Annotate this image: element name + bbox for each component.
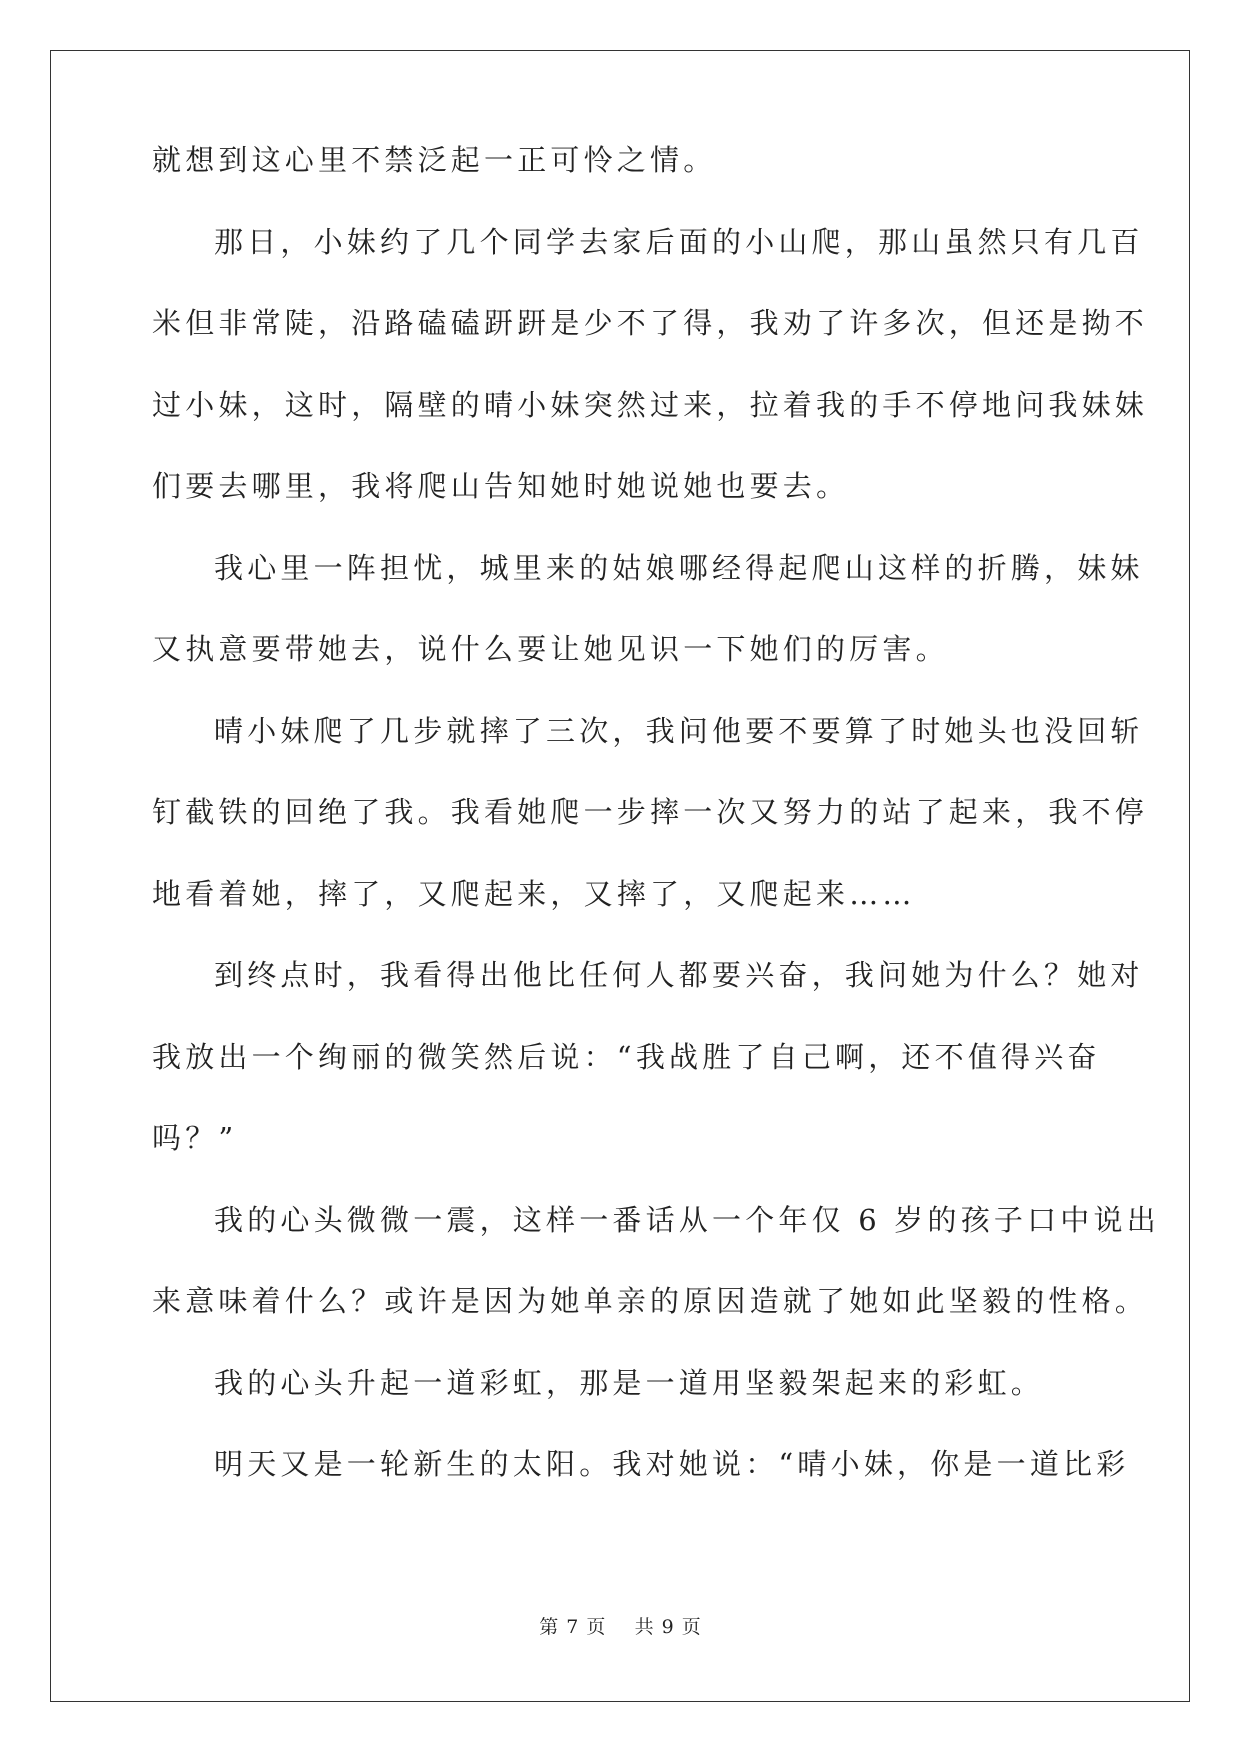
page-footer bbox=[0, 1612, 1241, 1639]
text-line: 我心里一阵担忧，城里来的姑娘哪经得起爬山这样的折腾，妹妹 bbox=[214, 550, 1144, 585]
text-line: 晴小妹爬了几步就摔了三次，我问他要不要算了时她头也没回斩 bbox=[214, 713, 1144, 748]
text-line: 又执意要带她去，说什么要让她见识一下她们的厉害。 bbox=[152, 632, 949, 666]
document-body bbox=[152, 143, 1160, 1546]
text-line: 米但非常陡，沿路磕磕趼趼是少不了得，我劝了许多次，但还是拗不 bbox=[152, 306, 1149, 340]
text-line: 我的心头微微一震，这样一番话从一个年仅 6 岁的孩子口中说出 bbox=[214, 1202, 1160, 1237]
text-line: 地看着她，摔了，又爬起来，又摔了，又爬起来…… bbox=[152, 876, 916, 911]
text-line: 们要去哪里，我将爬山告知她时她说她也要去。 bbox=[152, 469, 850, 503]
total-pages: 共 9 页 bbox=[634, 1616, 702, 1638]
text-line: 钉截铁的回绝了我。我看她爬一步摔一次又努力的站了起来，我不停 bbox=[152, 795, 1149, 829]
text-line: 过小妹，这时，隔壁的晴小妹突然过来，拉着我的手不停地问我妹妹 bbox=[152, 387, 1149, 422]
text-line: 吗？” bbox=[152, 1121, 238, 1155]
text-line: 那日，小妹约了几个同学去家后面的小山爬，那山虽然只有几百 bbox=[214, 224, 1144, 259]
text-line: 我的心头升起一道彩虹，那是一道用坚毅架起来的彩虹。 bbox=[214, 1365, 1045, 1400]
text-line: 到终点时，我看得出他比任何人都要兴奋，我问她为什么？她对 bbox=[214, 958, 1144, 992]
text-line: 明天又是一轮新生的太阳。我对她说：“晴小妹，你是一道比彩 bbox=[214, 1447, 1130, 1481]
text-line: 来意味着什么？或许是因为她单亲的原因造就了她如此坚毅的性格。 bbox=[152, 1284, 1149, 1318]
text-line: 我放出一个绚丽的微笑然后说：“我战胜了自己啊，还不值得兴奋 bbox=[152, 1039, 1101, 1074]
text-line: 就想到这心里不禁泛起一正可怜之情。 bbox=[152, 143, 717, 177]
page-number: 第 7 页 bbox=[539, 1616, 607, 1638]
